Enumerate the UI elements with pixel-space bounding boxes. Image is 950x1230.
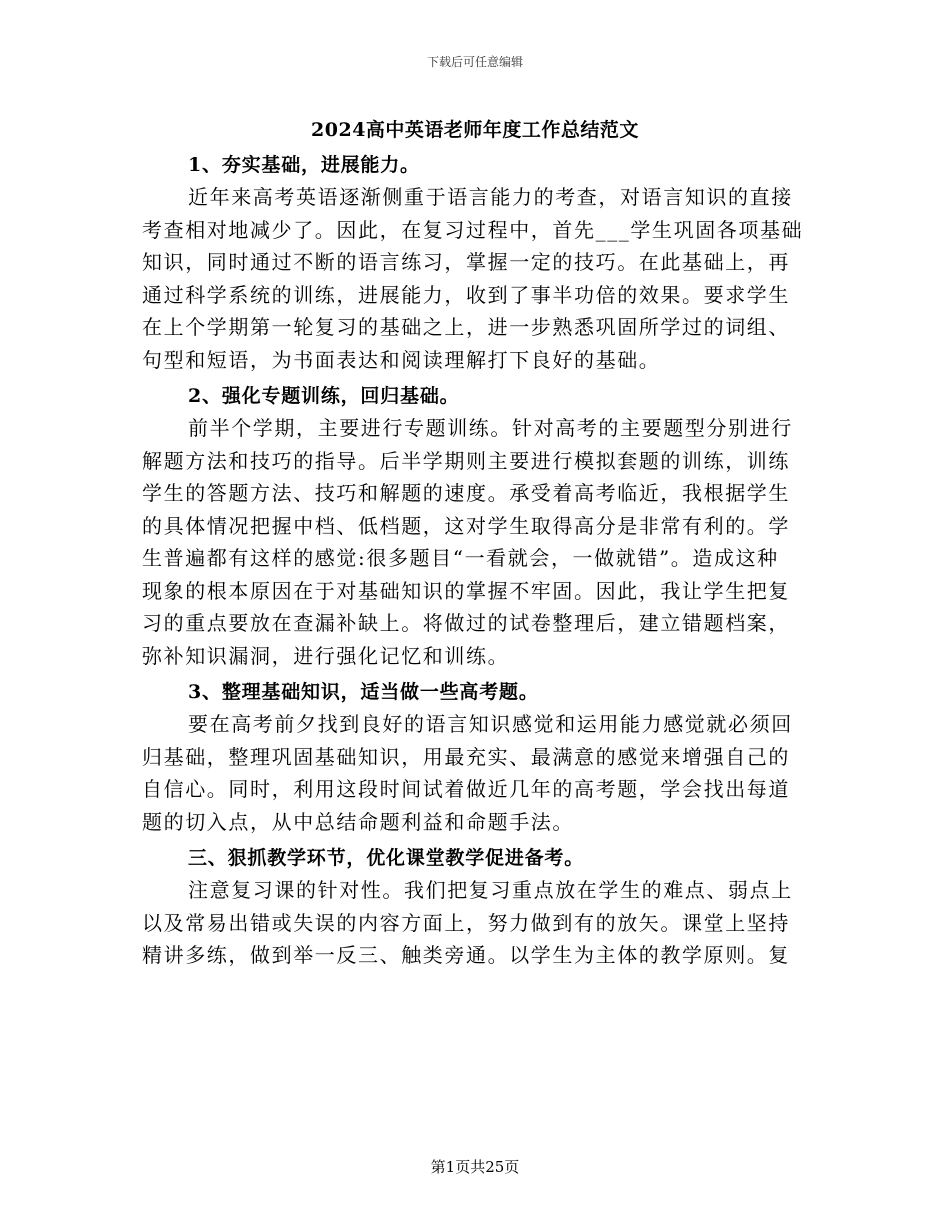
paragraph-line: 弥补知识漏洞，进行强化记忆和训练。 xyxy=(142,643,510,668)
paragraph-line: 在上个学期第一轮复习的基础之上，进一步熟悉巩固所学过的词组、 xyxy=(142,315,790,339)
paragraph-line: 知识，同时通过不断的语言练习，掌握一定的技巧。在此基础上，再 xyxy=(142,250,790,274)
header-note: 下载后可任意编辑 xyxy=(426,55,523,69)
section-paragraph xyxy=(142,412,802,672)
section-paragraph xyxy=(142,181,802,376)
section-paragraph xyxy=(142,708,802,838)
document-title: 2024高中英语老师年度工作总结范文 xyxy=(311,119,639,141)
paragraph-line: 要在高考前夕找到良好的语言知识感觉和运用能力感觉就必须回 xyxy=(188,712,793,736)
paragraph-line: 近年来高考英语逐渐侧重于语言能力的考查，对语言知识的直接 xyxy=(188,185,793,209)
paragraph-line: 学生的答题方法、技巧和解题的速度。承受着高考临近，我根据学生 xyxy=(142,481,790,505)
paragraph-line: 考查相对地减少了。因此，在复习过程中，首先___学生巩固各项基础 xyxy=(142,217,804,242)
paragraph-line: 现象的根本原因在于对基础知识的掌握不牢固。因此，我让学生把复 xyxy=(142,578,790,603)
paragraph-line: 解题方法和技巧的指导。后半学期则主要进行模拟套题的训练，训练 xyxy=(142,448,790,473)
section-heading: 三、狠抓教学环节，优化课堂教学促进备考。 xyxy=(188,847,585,869)
section-heading: 2、强化专题训练，回归基础。 xyxy=(188,385,460,407)
section-heading: 3、整理基础知识，适当做一些高考题。 xyxy=(188,681,539,703)
paragraph-line: 题的切入点，从中总结命题利益和命题手法。 xyxy=(142,809,574,834)
paragraph-line: 通过科学系统的训练，进展能力，收到了事半功倍的效果。要求学生 xyxy=(142,282,790,307)
paragraph-line: 句型和短语，为书面表达和阅读理解打下良好的基础。 xyxy=(142,347,661,372)
section-heading: 1、夯实基础，进展能力。 xyxy=(188,154,420,176)
page-footer: 第1页共25页 xyxy=(430,1158,520,1176)
paragraph-line: 归基础，整理巩固基础知识，用最充实、最满意的感觉来增强自己的 xyxy=(142,744,790,769)
section-paragraph xyxy=(142,874,802,972)
paragraph-line: 生普遍都有这样的感觉:很多题目“一看就会，一做就错”。造成这种 xyxy=(142,546,779,570)
paragraph-line: 自信心。同时，利用这段时间试着做近几年的高考题，学会找出每道 xyxy=(142,777,790,801)
paragraph-line: 注意复习课的针对性。我们把复习重点放在学生的难点、弱点上 xyxy=(188,878,793,902)
paragraph-line: 以及常易出错或失误的内容方面上，努力做到有的放矢。课堂上坚持 xyxy=(142,910,790,935)
paragraph-line: 前半个学期，主要进行专题训练。针对高考的主要题型分别进行 xyxy=(188,416,793,440)
document-body xyxy=(142,149,802,972)
paragraph-line: 习的重点要放在查漏补缺上。将做过的试卷整理后，建立错题档案， xyxy=(142,611,790,635)
paragraph-line: 的具体情况把握中档、低档题，这对学生取得高分是非常有利的。学 xyxy=(142,513,790,538)
paragraph-line: 精讲多练，做到举一反三、触类旁通。以学生为主体的教学原则。复 xyxy=(142,943,790,967)
